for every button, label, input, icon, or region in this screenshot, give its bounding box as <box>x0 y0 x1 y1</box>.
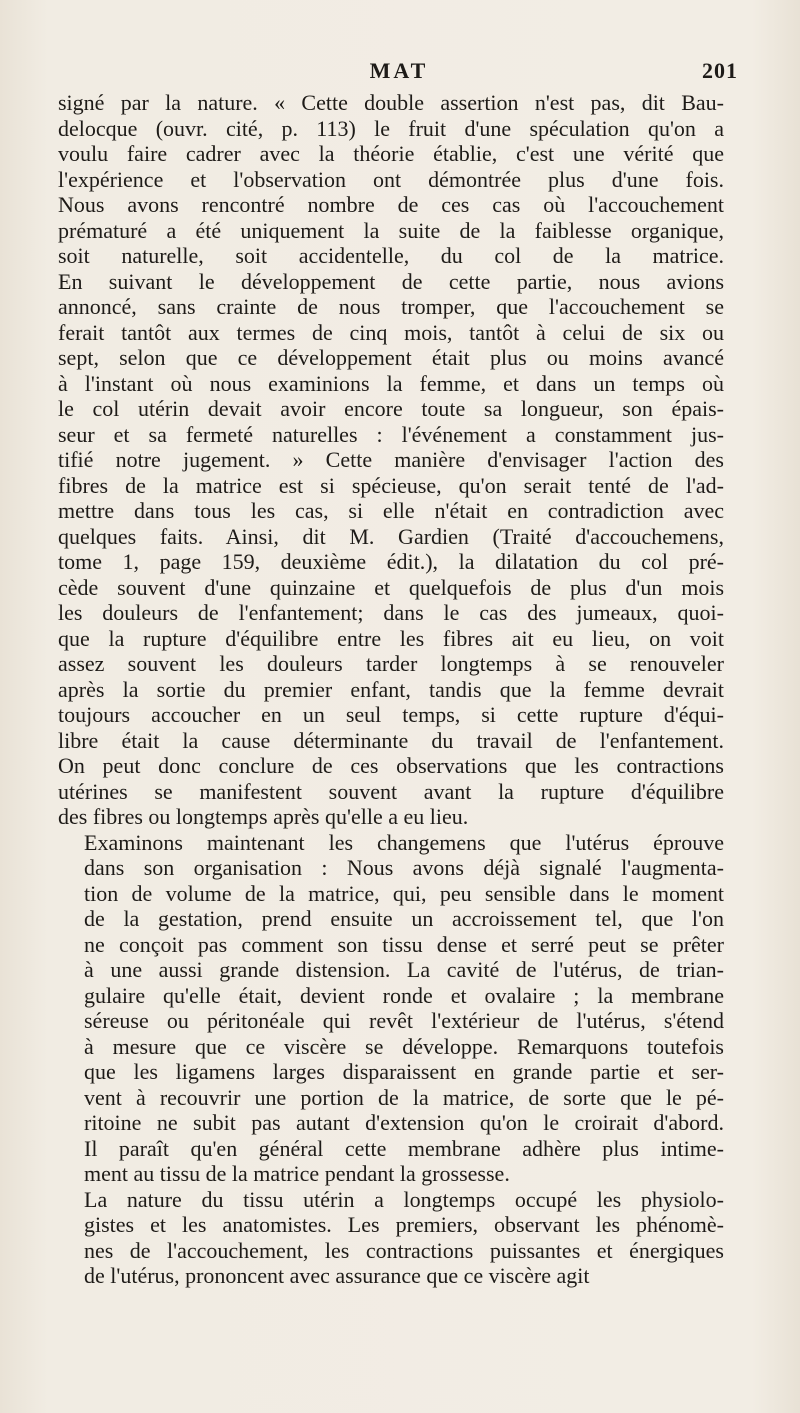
text-line: à l'instant où nous examinions la femme, et dans un temps où <box>58 370 724 396</box>
text-line: Il paraît qu'en général cette membrane adhère plus intime- <box>84 1135 724 1161</box>
page-number: 201 <box>702 58 738 83</box>
page-header <box>60 58 738 90</box>
text-line: voulu faire cadrer avec la théorie établie, c'est une vérité que <box>58 141 724 166</box>
text-line: le col utérin devait avoir encore toute sa longueur, son épais- <box>58 396 724 421</box>
text-line: fibres de la matrice est si spécieuse, qu'on serait tenté de l'ad- <box>58 472 724 498</box>
text-line: à une aussi grande distension. La cavité de l'utérus, de trian- <box>84 957 724 982</box>
text-line: delocque (ouvr. cité, p. 113) le fruit d'une spéculation qu'on a <box>58 115 724 141</box>
text-line: gistes et les anatomistes. Les premiers, observant les phénomè- <box>84 1212 724 1237</box>
text-line: l'expérience et l'observation ont démontrée plus d'une fois. <box>58 166 724 192</box>
text-line: à mesure que ce viscère se développe. Remarquons toutefois <box>84 1033 724 1059</box>
text-line: ritoine ne subit pas autant d'extension qu'on le croirait d'abord. <box>84 1110 724 1135</box>
text-line: En suivant le développement de cette partie, nous avions <box>58 268 724 294</box>
text-line: assez souvent les douleurs tarder longtemps à se renouveler <box>58 651 724 676</box>
paragraph <box>58 1187 724 1289</box>
text-line: ne conçoit pas comment son tissu dense et serré peut se prêter <box>84 931 724 957</box>
text-line: mettre dans tous les cas, si elle n'était en contradiction avec <box>58 498 724 523</box>
text-line: cède souvent d'une quinzaine et quelquefois de plus d'un mois <box>58 574 724 600</box>
text-line: ferait tantôt aux termes de cinq mois, tantôt à celui de six ou <box>58 319 724 345</box>
text-line: les douleurs de l'enfantement; dans le cas des jumeaux, quoi- <box>58 600 724 625</box>
body-text <box>58 90 724 1289</box>
text-line: séreuse ou péritonéale qui revêt l'extérieur de l'utérus, s'étend <box>84 1008 724 1033</box>
text-line: sept, selon que ce développement était plus ou moins avancé <box>58 345 724 370</box>
paragraph <box>58 830 724 1187</box>
text-line: nes de l'accouchement, les contractions puissantes et énergiques <box>84 1237 724 1263</box>
text-line: prématuré a été uniquement la suite de la faiblesse organique, <box>58 217 724 243</box>
text-line: tifié notre jugement. » Cette manière d'envisager l'action des <box>58 447 724 472</box>
text-line: ment au tissu de la matrice pendant la grossesse. <box>84 1161 510 1186</box>
text-line: annoncé, sans crainte de nous tromper, que l'accouchement se <box>58 294 724 319</box>
text-line: de l'utérus, prononcent avec assurance que ce viscère agit <box>84 1263 590 1288</box>
text-line: toujours accoucher en un seul temps, si cette rupture d'équi- <box>58 702 724 727</box>
text-line: des fibres ou longtemps après qu'elle a eu lieu. <box>58 804 469 829</box>
text-line: que les ligamens larges disparaissent en grande partie et ser- <box>84 1059 724 1084</box>
paragraph <box>58 90 724 830</box>
text-line: signé par la nature. « Cette double assertion n'est pas, dit Bau- <box>58 90 724 115</box>
text-line: Examinons maintenant les changemens que l'utérus éprouve <box>84 829 724 855</box>
text-line: On peut donc conclure de ces observations que les contractions <box>58 753 724 778</box>
text-line: La nature du tissu utérin a longtemps occupé les physiolo- <box>84 1186 724 1212</box>
text-line: que la rupture d'équilibre entre les fibres ait eu lieu, on voit <box>58 625 724 651</box>
text-line: quelques faits. Ainsi, dit M. Gardien (Traité d'accouchemens, <box>58 523 724 549</box>
text-line: dans son organisation : Nous avons déjà signalé l'augmenta- <box>84 855 724 880</box>
text-line: tome 1, page 159, deuxième édit.), la dilatation du col pré- <box>58 549 724 574</box>
text-line: tion de volume de la matrice, qui, peu sensible dans le moment <box>84 880 724 906</box>
text-line: gulaire qu'elle était, devient ronde et ovalaire ; la membrane <box>84 982 724 1008</box>
text-line: utérines se manifestent souvent avant la rupture d'équilibre <box>58 778 724 804</box>
text-line: Nous avons rencontré nombre de ces cas où l'accouchement <box>58 192 724 217</box>
running-head: MAT <box>369 58 429 83</box>
text-line: vent à recouvrir une portion de la matrice, de sorte que le pé- <box>84 1084 724 1110</box>
text-line: libre était la cause déterminante du travail de l'enfantement. <box>58 727 724 753</box>
text-line: seur et sa fermeté naturelles : l'événement a constamment jus- <box>58 421 724 447</box>
text-line: de la gestation, prend ensuite un accroissement tel, que l'on <box>84 906 724 931</box>
text-line: après la sortie du premier enfant, tandis que la femme devrait <box>58 676 724 702</box>
text-line: soit naturelle, soit accidentelle, du col de la matrice. <box>58 243 724 268</box>
